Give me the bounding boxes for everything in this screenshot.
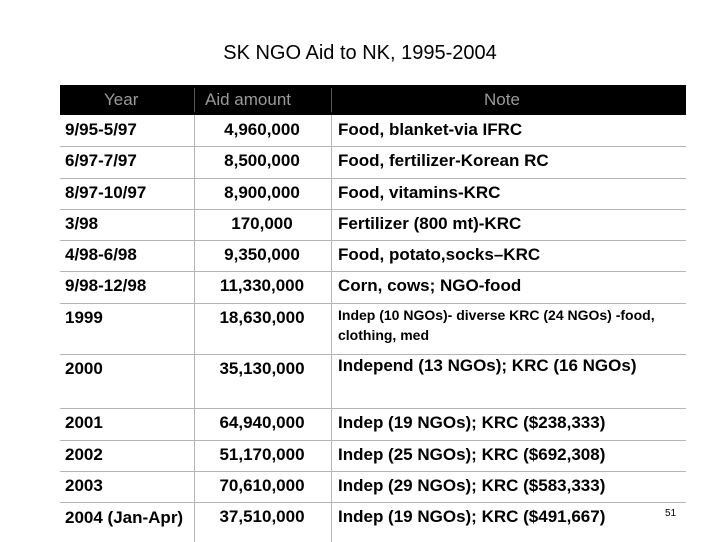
cell-note: Fertilizer (800 mt)-KRC — [338, 214, 522, 233]
cell-note: Food, fertilizer-Korean RC — [338, 151, 549, 170]
cell-year: 2004 (Jan-Apr) — [65, 508, 184, 527]
cell-year: 1999 — [65, 308, 103, 327]
cell-note: Independ (13 NGOs); KRC (16 NGOs) — [338, 356, 637, 375]
cell-amount: 64,940,000 — [219, 413, 305, 432]
row-divider — [60, 209, 686, 210]
table-body — [60, 115, 686, 542]
table-row — [60, 471, 686, 502]
cell-year: 8/97-10/97 — [65, 183, 147, 202]
table-row — [60, 354, 686, 408]
cell-amount: 8,500,000 — [224, 151, 300, 170]
table-row — [60, 209, 686, 240]
table-row — [60, 240, 686, 271]
header-aid-amount: Aid amount — [205, 90, 291, 109]
page-number: 51 — [665, 508, 677, 519]
cell-year: 2003 — [65, 476, 103, 495]
row-divider — [60, 471, 686, 472]
cell-note: Indep (25 NGOs); KRC ($692,308) — [338, 445, 606, 464]
aid-table — [60, 85, 686, 542]
cell-year: 2000 — [65, 359, 103, 378]
cell-amount: 18,630,000 — [219, 308, 305, 327]
table-row — [60, 115, 686, 146]
row-divider — [60, 502, 686, 503]
cell-amount: 70,610,000 — [219, 476, 305, 495]
cell-amount: 170,000 — [231, 214, 293, 233]
header-divider — [331, 88, 332, 112]
cell-year: 9/95-5/97 — [65, 120, 137, 139]
cell-amount: 8,900,000 — [224, 183, 300, 202]
cell-note: Indep (19 NGOs); KRC ($238,333) — [338, 413, 606, 432]
cell-amount: 9,350,000 — [224, 245, 300, 264]
table-row — [60, 146, 686, 178]
table-header — [60, 85, 686, 115]
cell-year: 9/98-12/98 — [65, 276, 147, 295]
header-note: Note — [484, 90, 520, 109]
cell-note: Indep (29 NGOs); KRC ($583,333) — [338, 476, 606, 495]
cell-note: Food, potato,socks–KRC — [338, 245, 541, 264]
header-divider — [194, 88, 195, 112]
cell-amount: 37,510,000 — [219, 507, 305, 526]
cell-note: Corn, cows; NGO-food — [338, 276, 522, 295]
row-divider — [60, 408, 686, 409]
row-divider — [60, 240, 686, 241]
cell-amount: 35,130,000 — [219, 359, 305, 378]
table-row — [60, 502, 686, 542]
cell-amount: 4,960,000 — [224, 120, 300, 139]
page-title: SK NGO Aid to NK, 1995-2004 — [223, 42, 497, 64]
cell-amount: 11,330,000 — [219, 276, 305, 295]
cell-note: Food, vitamins-KRC — [338, 183, 501, 202]
cell-year: 2002 — [65, 445, 103, 464]
table-row — [60, 408, 686, 440]
cell-amount: 51,170,000 — [219, 445, 305, 464]
row-divider — [60, 146, 686, 147]
cell-year: 2001 — [65, 413, 103, 432]
table-row — [60, 178, 686, 209]
cell-note: Food, blanket-via IFRC — [338, 120, 523, 139]
row-divider — [60, 271, 686, 272]
row-divider — [60, 178, 686, 179]
table-row — [60, 440, 686, 471]
cell-note: Indep (19 NGOs); KRC ($491,667) — [338, 507, 606, 526]
cell-year: 6/97-7/97 — [65, 151, 137, 170]
header-year: Year — [104, 90, 139, 109]
table-row — [60, 271, 686, 303]
cell-year: 4/98-6/98 — [65, 245, 137, 264]
row-divider — [60, 303, 686, 304]
table-row — [60, 303, 686, 354]
cell-year: 3/98 — [65, 214, 99, 233]
row-divider — [60, 440, 686, 441]
cell-note: Indep (10 NGOs)- diverse KRC (24 NGOs) -food, clothing, med — [338, 307, 655, 343]
